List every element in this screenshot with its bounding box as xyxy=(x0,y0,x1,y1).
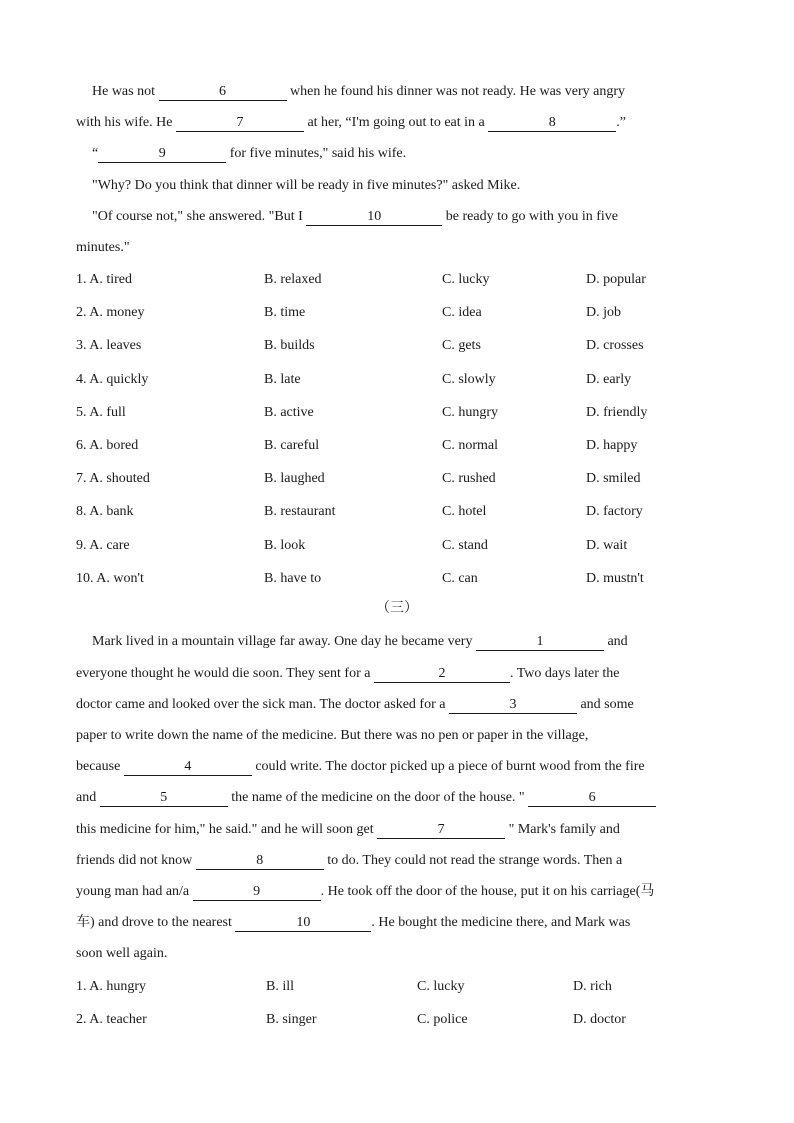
answer-blank-4[interactable]: 4 xyxy=(124,759,252,776)
passage-line xyxy=(76,239,130,257)
option-b[interactable]: B. careful xyxy=(264,438,320,453)
passage-line xyxy=(76,852,622,870)
option-d[interactable]: D. mustn't xyxy=(586,570,644,586)
option-b[interactable]: B. time xyxy=(264,305,306,321)
text: could write. The doctor picked up a piece of burnt wood from the fire xyxy=(251,759,645,774)
option-c[interactable]: C. lucky xyxy=(442,272,490,287)
option-a[interactable]: 1. A. tired xyxy=(76,272,132,287)
text: and some xyxy=(576,697,634,712)
text: . Two days later the xyxy=(509,666,620,681)
question-row xyxy=(76,371,736,389)
text: . He took off the door of the house, put it on his carriage(马 xyxy=(320,884,655,899)
passage-line xyxy=(92,208,618,226)
passage-line xyxy=(92,633,628,651)
text: .” xyxy=(616,115,626,130)
text: paper to write down the name of the medicine. But there was no pen or paper in the village, xyxy=(76,728,589,743)
answer-blank-8[interactable]: 8 xyxy=(488,115,616,132)
option-b[interactable]: B. laughed xyxy=(264,471,325,487)
option-a[interactable]: 2. A. money xyxy=(76,305,145,321)
text: "Why? Do you think that dinner will be ready in five minutes?" asked Mike. xyxy=(92,178,521,193)
text: and xyxy=(76,790,100,805)
passage-line xyxy=(76,914,630,932)
answer-blank-1[interactable]: 1 xyxy=(476,634,604,651)
option-b[interactable]: B. have to xyxy=(264,570,322,586)
passage-line xyxy=(76,727,588,745)
option-c[interactable]: C. lucky xyxy=(417,979,465,994)
question-row xyxy=(76,570,736,588)
text: this medicine for him," he said." and he will soon get xyxy=(76,822,378,837)
passage-line xyxy=(76,821,620,839)
answer-blank-10[interactable]: 10 xyxy=(235,915,371,932)
option-c[interactable]: C. rushed xyxy=(442,471,496,487)
option-c[interactable]: C. idea xyxy=(442,305,482,321)
option-d[interactable]: D. wait xyxy=(586,537,628,553)
option-d[interactable]: D. early xyxy=(586,371,632,387)
option-b[interactable]: B. singer xyxy=(266,1012,317,1027)
text: at her, “I'm going out to eat in a xyxy=(303,115,489,130)
text: doctor came and looked over the sick man. The doctor asked for a xyxy=(76,697,449,712)
option-a[interactable]: 3. A. leaves xyxy=(76,338,142,354)
option-b[interactable]: B. ill xyxy=(266,979,295,994)
option-c[interactable]: C. gets xyxy=(442,338,481,354)
text: friends did not know xyxy=(76,853,196,868)
option-a[interactable]: 6. A. bored xyxy=(76,438,139,453)
option-b[interactable]: B. late xyxy=(264,371,301,387)
option-c[interactable]: C. slowly xyxy=(442,371,496,387)
answer-blank-7[interactable]: 7 xyxy=(377,822,505,839)
option-d[interactable]: D. happy xyxy=(586,438,638,453)
text: to do. They could not read the strange words. Then a xyxy=(323,853,623,868)
option-a[interactable]: 5. A. full xyxy=(76,404,126,420)
option-d[interactable]: D. job xyxy=(586,305,621,321)
text: " Mark's family and xyxy=(505,822,620,837)
answer-blank-6[interactable]: 6 xyxy=(159,84,287,101)
option-c[interactable]: C. normal xyxy=(442,438,498,453)
option-b[interactable]: B. active xyxy=(264,404,314,420)
passage-line xyxy=(76,789,656,807)
answer-blank-3[interactable]: 3 xyxy=(449,697,577,714)
question-row xyxy=(76,304,736,322)
option-d[interactable]: D. factory xyxy=(586,504,643,520)
answer-blank-8[interactable]: 8 xyxy=(196,853,324,870)
option-c[interactable]: C. hotel xyxy=(442,504,487,520)
text: minutes." xyxy=(76,240,130,255)
passage-line xyxy=(92,145,406,163)
question-row xyxy=(76,503,736,521)
question-row xyxy=(76,978,736,996)
text: everyone thought he would die soon. They sent for a xyxy=(76,666,374,681)
answer-blank-7[interactable]: 7 xyxy=(176,115,304,132)
text: soon well again. xyxy=(76,946,168,961)
answer-blank-6[interactable]: 6 xyxy=(528,790,656,807)
text: and xyxy=(603,634,628,649)
question-row xyxy=(76,437,736,455)
text: He was not xyxy=(92,84,159,99)
option-d[interactable]: D. popular xyxy=(586,272,646,287)
question-row xyxy=(76,404,736,422)
option-d[interactable]: D. crosses xyxy=(586,338,644,354)
option-c[interactable]: C. hungry xyxy=(442,404,498,420)
passage-line xyxy=(92,83,625,101)
question-row xyxy=(76,337,736,355)
option-d[interactable]: D. rich xyxy=(573,979,612,994)
answer-blank-5[interactable]: 5 xyxy=(100,790,228,807)
option-a[interactable]: 1. A. hungry xyxy=(76,979,146,994)
option-a[interactable]: 4. A. quickly xyxy=(76,371,149,387)
passage-line xyxy=(76,665,620,683)
option-a[interactable]: 9. A. care xyxy=(76,537,130,553)
option-c[interactable]: C. can xyxy=(442,570,478,586)
option-d[interactable]: D. smiled xyxy=(586,471,641,487)
passage-line xyxy=(76,883,654,901)
question-row xyxy=(76,537,736,555)
question-row xyxy=(76,271,736,289)
passage-line xyxy=(76,114,626,132)
section-title: （三） xyxy=(376,601,418,616)
option-a[interactable]: 7. A. shouted xyxy=(76,471,150,487)
option-c[interactable]: C. stand xyxy=(442,537,488,553)
answer-blank-9[interactable]: 9 xyxy=(98,146,226,163)
answer-blank-2[interactable]: 2 xyxy=(374,666,510,683)
option-c[interactable]: C. police xyxy=(417,1012,468,1027)
text: be ready to go with you in five xyxy=(442,209,619,224)
option-a[interactable]: 10. A. won't xyxy=(76,570,144,586)
text: the name of the medicine on the door of the house. " xyxy=(227,790,529,805)
text: when he found his dinner was not ready. He was very angry xyxy=(286,84,625,99)
text: . He bought the medicine there, and Mark was xyxy=(371,915,631,930)
option-a[interactable]: 2. A. teacher xyxy=(76,1012,147,1027)
text: for five minutes," said his wife. xyxy=(226,146,407,161)
answer-blank-10[interactable]: 10 xyxy=(306,209,442,226)
option-a[interactable]: 8. A. bank xyxy=(76,504,134,520)
passage-line xyxy=(76,696,634,714)
option-b[interactable]: B. builds xyxy=(264,338,315,354)
option-b[interactable]: B. relaxed xyxy=(264,272,322,287)
answer-blank-9[interactable]: 9 xyxy=(193,884,321,901)
text: with his wife. He xyxy=(76,115,176,130)
passage-line xyxy=(76,945,167,963)
text: 车) and drove to the nearest xyxy=(76,915,236,930)
passage-line xyxy=(76,758,645,776)
option-b[interactable]: B. restaurant xyxy=(264,504,336,520)
question-row xyxy=(76,1011,736,1029)
option-d[interactable]: D. friendly xyxy=(586,404,648,420)
text: because xyxy=(76,759,124,774)
text: "Of course not," she answered. "But I xyxy=(92,209,307,224)
question-row xyxy=(76,470,736,488)
option-b[interactable]: B. look xyxy=(264,537,306,553)
text: Mark lived in a mountain village far away. One day he became very xyxy=(92,634,476,649)
passage-line xyxy=(92,177,520,195)
option-d[interactable]: D. doctor xyxy=(573,1012,626,1027)
text: young man had an/a xyxy=(76,884,193,899)
text: “ xyxy=(92,146,99,161)
